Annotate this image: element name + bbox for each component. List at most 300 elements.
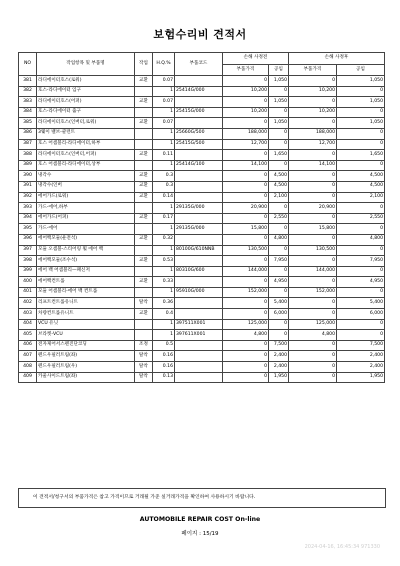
row-item-name: 에어가드(어퍼)	[37, 213, 135, 224]
row-after-labor: 2,400	[337, 351, 385, 362]
header-after-labor: 공임	[337, 65, 385, 76]
row-item-name: 펜드우필러트림(우)	[37, 362, 135, 373]
row-work: 교환	[135, 97, 153, 108]
page-number: 페이지 : 15/19	[181, 531, 219, 537]
table-row	[19, 128, 385, 139]
row-work	[135, 224, 153, 235]
row-before-parts-price: 0	[223, 277, 269, 288]
row-before-labor: 0	[269, 245, 289, 256]
row-hq: 0.17	[153, 213, 175, 224]
row-before-parts-price: 10,200	[223, 107, 269, 118]
row-before-labor: 0	[269, 330, 289, 341]
row-part-code	[175, 76, 223, 87]
row-after-labor: 1,650	[337, 150, 385, 161]
row-before-labor: 4,500	[269, 181, 289, 192]
row-no: 393	[19, 203, 37, 214]
row-item-name: 에어 백 어셈블리—패신저	[37, 266, 135, 277]
row-hq: 0.13	[153, 372, 175, 383]
table-row	[19, 234, 385, 245]
row-work	[135, 86, 153, 97]
row-before-labor: 2,100	[269, 192, 289, 203]
row-after-parts-price: 144,000	[289, 266, 337, 277]
estimate-table	[18, 52, 385, 383]
row-part-code	[175, 277, 223, 288]
row-after-parts-price: 0	[289, 298, 337, 309]
row-no: 403	[19, 309, 37, 320]
row-work: 교환	[135, 181, 153, 192]
row-after-labor: 4,800	[337, 234, 385, 245]
row-part-code	[175, 118, 223, 129]
row-after-parts-price: 0	[289, 150, 337, 161]
row-no: 408	[19, 362, 37, 373]
row-work: 교환	[135, 171, 153, 182]
row-after-parts-price: 0	[289, 256, 337, 267]
row-work: 교환	[135, 76, 153, 87]
row-work: 교환	[135, 150, 153, 161]
row-item-name: 3웨이 밸브-쿨런트	[37, 128, 135, 139]
table-row	[19, 287, 385, 298]
header-work: 작업	[135, 53, 153, 76]
row-item-name: 모듈 오셈블-스티어링 휠 에어 백	[37, 245, 135, 256]
row-part-code	[175, 309, 223, 320]
row-before-parts-price: 125,000	[223, 319, 269, 330]
row-no: 405	[19, 330, 37, 341]
row-before-parts-price: 0	[223, 76, 269, 87]
row-work: 조정	[135, 340, 153, 351]
row-work	[135, 128, 153, 139]
row-after-parts-price: 188,000	[289, 128, 337, 139]
row-hq: 0.16	[153, 362, 175, 373]
row-after-parts-price: 4,800	[289, 330, 337, 341]
row-item-name: 호스 어셈블리-라디에이터,상부	[37, 160, 135, 171]
row-after-parts-price: 0	[289, 76, 337, 87]
table-row	[19, 76, 385, 87]
row-after-labor: 2,400	[337, 362, 385, 373]
row-no: 409	[19, 372, 37, 383]
row-item-name: 리프트컨트롤유니트	[37, 298, 135, 309]
table-row	[19, 319, 385, 330]
row-item-name: 라디에이터호스(인버터,어퍼)	[37, 150, 135, 161]
row-item-name: 브라켓-VCU	[37, 330, 135, 341]
row-no: 399	[19, 266, 37, 277]
row-before-parts-price: 0	[223, 362, 269, 373]
table-row	[19, 224, 385, 235]
row-no: 390	[19, 171, 37, 182]
row-before-parts-price: 0	[223, 150, 269, 161]
row-hq: 0.14	[153, 192, 175, 203]
row-before-parts-price: 0	[223, 234, 269, 245]
row-hq: 0.07	[153, 118, 175, 129]
row-work: 교환	[135, 234, 153, 245]
row-after-parts-price: 10,200	[289, 107, 337, 118]
row-after-labor: 0	[337, 224, 385, 235]
row-after-parts-price: 10,200	[289, 86, 337, 97]
row-part-code	[175, 362, 223, 373]
row-after-labor: 7,950	[337, 256, 385, 267]
row-no: 391	[19, 181, 37, 192]
row-after-parts-price: 15,800	[289, 224, 337, 235]
row-no: 386	[19, 128, 37, 139]
row-no: 404	[19, 319, 37, 330]
row-before-labor: 1,050	[269, 118, 289, 129]
row-before-labor: 2,550	[269, 213, 289, 224]
row-item-name: 가드-에어	[37, 224, 135, 235]
table-row	[19, 340, 385, 351]
notice-box: 이 견적서/청구서의 부품가격은 참고 가격이므로 거래될 가준 실거래가격을 확인하여 사용하시기 바랍니다.	[18, 488, 386, 508]
row-before-labor: 1,650	[269, 150, 289, 161]
row-no: 396	[19, 234, 37, 245]
row-work	[135, 287, 153, 298]
row-after-labor: 0	[337, 139, 385, 150]
row-after-labor: 4,500	[337, 171, 385, 182]
row-part-code	[175, 351, 223, 362]
row-hq: 0.32	[153, 234, 175, 245]
table-row	[19, 107, 385, 118]
header-after-group: 손해 사정후	[289, 53, 385, 65]
row-after-labor: 0	[337, 245, 385, 256]
row-hq: 0.3	[153, 181, 175, 192]
row-part-code: 29135G/000	[175, 203, 223, 214]
row-no: 382	[19, 86, 37, 97]
row-work: 탈착	[135, 351, 153, 362]
row-part-code	[175, 298, 223, 309]
row-before-labor: 1,050	[269, 97, 289, 108]
row-before-labor: 4,500	[269, 171, 289, 182]
row-after-parts-price: 152,000	[289, 287, 337, 298]
row-before-labor: 0	[269, 319, 289, 330]
table-row	[19, 266, 385, 277]
row-after-parts-price: 0	[289, 234, 337, 245]
row-after-parts-price: 0	[289, 181, 337, 192]
table-row	[19, 150, 385, 161]
row-after-labor: 0	[337, 330, 385, 341]
row-after-parts-price: 14,100	[289, 160, 337, 171]
row-after-labor: 0	[337, 319, 385, 330]
row-after-parts-price: 0	[289, 171, 337, 182]
row-work	[135, 107, 153, 118]
row-before-labor: 7,500	[269, 340, 289, 351]
row-before-parts-price: 4,800	[223, 330, 269, 341]
row-no: 402	[19, 298, 37, 309]
row-item-name: 호스-라디에이터 출구	[37, 107, 135, 118]
row-item-name: 호스-라디에이터 입구	[37, 86, 135, 97]
row-after-labor: 4,950	[337, 277, 385, 288]
table-row	[19, 245, 385, 256]
header-before-group: 손해 사정전	[223, 53, 289, 65]
row-after-labor: 0	[337, 86, 385, 97]
row-item-name: 카울사이드트림(좌)	[37, 372, 135, 383]
row-after-parts-price: 0	[289, 309, 337, 320]
table-row	[19, 97, 385, 108]
row-before-parts-price: 0	[223, 351, 269, 362]
row-after-labor: 7,500	[337, 340, 385, 351]
table-row	[19, 362, 385, 373]
row-work	[135, 160, 153, 171]
row-no: 401	[19, 287, 37, 298]
table-row	[19, 86, 385, 97]
row-work: 교환	[135, 192, 153, 203]
row-before-parts-price: 0	[223, 97, 269, 108]
row-item-name: 호스 어셈블리-라디에이터,하부	[37, 139, 135, 150]
row-before-parts-price: 12,700	[223, 139, 269, 150]
row-item-name: 차량컨트롤유니트	[37, 309, 135, 320]
row-no: 397	[19, 245, 37, 256]
row-after-parts-price: 130,500	[289, 245, 337, 256]
row-part-code: 397511X001	[175, 319, 223, 330]
row-hq: 0.11	[153, 150, 175, 161]
row-before-labor: 0	[269, 266, 289, 277]
row-after-labor: 1,050	[337, 76, 385, 87]
row-before-labor: 0	[269, 287, 289, 298]
row-hq: 1	[153, 287, 175, 298]
row-hq: 1	[153, 245, 175, 256]
row-work: 탈착	[135, 298, 153, 309]
row-part-code	[175, 171, 223, 182]
row-part-code: 25415G/500	[175, 139, 223, 150]
row-hq: 1	[153, 224, 175, 235]
row-before-parts-price: 10,200	[223, 86, 269, 97]
row-after-labor: 0	[337, 266, 385, 277]
row-item-name: 펜드우필러트림(좌)	[37, 351, 135, 362]
row-part-code	[175, 234, 223, 245]
row-after-parts-price: 20,900	[289, 203, 337, 214]
row-part-code	[175, 192, 223, 203]
row-no: 392	[19, 192, 37, 203]
row-before-parts-price: 0	[223, 372, 269, 383]
row-hq: 0.53	[153, 256, 175, 267]
row-hq: 0.33	[153, 277, 175, 288]
row-work	[135, 266, 153, 277]
row-before-parts-price: 130,500	[223, 245, 269, 256]
row-before-parts-price: 0	[223, 213, 269, 224]
row-after-parts-price: 0	[289, 118, 337, 129]
row-work: 탈착	[135, 372, 153, 383]
row-before-labor: 0	[269, 107, 289, 118]
row-after-parts-price: 12,700	[289, 139, 337, 150]
row-no: 389	[19, 160, 37, 171]
row-no: 387	[19, 139, 37, 150]
row-no: 388	[19, 150, 37, 161]
row-after-labor: 1,050	[337, 118, 385, 129]
row-part-code: 25660G/500	[175, 128, 223, 139]
row-after-parts-price: 0	[289, 97, 337, 108]
row-part-code	[175, 340, 223, 351]
row-before-parts-price: 0	[223, 192, 269, 203]
row-work: 교환	[135, 213, 153, 224]
row-before-parts-price: 20,900	[223, 203, 269, 214]
row-hq: 1	[153, 128, 175, 139]
row-hq: 1	[153, 203, 175, 214]
row-item-name: 라디에이터호스(로워)	[37, 76, 135, 87]
row-after-labor: 0	[337, 107, 385, 118]
row-part-code: 80310G/600	[175, 266, 223, 277]
row-item-name: 전자제어서스펜진단코딩	[37, 340, 135, 351]
row-hq: 0.07	[153, 76, 175, 87]
estimate-rows	[19, 76, 385, 383]
row-part-code	[175, 181, 223, 192]
row-part-code: 29135G/000	[175, 224, 223, 235]
row-work	[135, 330, 153, 341]
row-item-name: 모듈 어셈블리-에어 백 컨트롤	[37, 287, 135, 298]
row-part-code	[175, 256, 223, 267]
row-after-parts-price: 0	[289, 362, 337, 373]
row-before-parts-price: 144,000	[223, 266, 269, 277]
row-after-parts-price: 0	[289, 372, 337, 383]
row-no: 383	[19, 97, 37, 108]
header-hq: H.Q.%	[153, 53, 175, 76]
row-before-labor: 0	[269, 86, 289, 97]
table-row	[19, 192, 385, 203]
row-before-parts-price: 0	[223, 181, 269, 192]
row-no: 384	[19, 107, 37, 118]
row-hq: 0.3	[153, 171, 175, 182]
table-row	[19, 330, 385, 341]
row-part-code	[175, 150, 223, 161]
row-no: 400	[19, 277, 37, 288]
row-after-labor: 6,000	[337, 309, 385, 320]
row-item-name: 에어백모듈(운전석)	[37, 234, 135, 245]
row-before-labor: 1,050	[269, 76, 289, 87]
row-work: 교환	[135, 309, 153, 320]
table-row	[19, 171, 385, 182]
table-row	[19, 372, 385, 383]
row-before-labor: 6,000	[269, 309, 289, 320]
row-item-name: 냉각수(인버	[37, 181, 135, 192]
table-row	[19, 203, 385, 214]
header-before-parts-price: 부품가격	[223, 65, 269, 76]
table-row	[19, 277, 385, 288]
row-work	[135, 319, 153, 330]
row-item-name: 에어백모듈(조수석)	[37, 256, 135, 267]
row-after-labor: 4,500	[337, 181, 385, 192]
row-before-parts-price: 152,000	[223, 287, 269, 298]
row-after-parts-price: 125,000	[289, 319, 337, 330]
header-before-labor: 공임	[269, 65, 289, 76]
timestamp-watermark: 2024-04-16, 16:45:34 971330	[304, 544, 380, 550]
row-after-parts-price: 0	[289, 351, 337, 362]
table-row	[19, 160, 385, 171]
row-after-parts-price: 0	[289, 340, 337, 351]
row-before-labor: 0	[269, 203, 289, 214]
row-hq: 0.4	[153, 309, 175, 320]
row-part-code: 25414G/000	[175, 86, 223, 97]
table-row	[19, 139, 385, 150]
row-part-code: 25414G/100	[175, 160, 223, 171]
header-after-parts-price: 부품가격	[289, 65, 337, 76]
row-after-parts-price: 0	[289, 192, 337, 203]
row-part-code	[175, 213, 223, 224]
row-after-labor: 5,400	[337, 298, 385, 309]
table-row	[19, 118, 385, 129]
row-after-labor: 1,050	[337, 97, 385, 108]
header-code: 부품코드	[175, 53, 223, 76]
row-item-name: 라디에이터호스(어퍼)	[37, 97, 135, 108]
row-before-labor: 7,950	[269, 256, 289, 267]
row-no: 395	[19, 224, 37, 235]
row-item-name: 냉각수	[37, 171, 135, 182]
row-before-labor: 5,400	[269, 298, 289, 309]
row-before-parts-price: 0	[223, 298, 269, 309]
row-no: 385	[19, 118, 37, 129]
row-before-parts-price: 15,800	[223, 224, 269, 235]
table-row	[19, 351, 385, 362]
row-part-code: 80100G/610NNB	[175, 245, 223, 256]
row-before-labor: 2,400	[269, 362, 289, 373]
row-after-labor: 0	[337, 203, 385, 214]
row-before-parts-price: 0	[223, 340, 269, 351]
row-part-code: 397611X001	[175, 330, 223, 341]
row-before-parts-price: 0	[223, 171, 269, 182]
row-before-labor: 0	[269, 128, 289, 139]
row-part-code	[175, 97, 223, 108]
row-after-labor: 2,550	[337, 213, 385, 224]
table-row	[19, 309, 385, 320]
row-before-parts-price: 0	[223, 256, 269, 267]
row-hq: 0.36	[153, 298, 175, 309]
header-item: 작업항목 및 부품명	[37, 53, 135, 76]
row-hq: 1	[153, 107, 175, 118]
row-hq: 0.07	[153, 97, 175, 108]
row-after-labor: 1,950	[337, 372, 385, 383]
row-before-labor: 0	[269, 139, 289, 150]
row-before-parts-price: 14,100	[223, 160, 269, 171]
row-after-labor: 0	[337, 128, 385, 139]
row-hq: 1	[153, 139, 175, 150]
row-before-labor: 4,950	[269, 277, 289, 288]
row-item-name: 라디에이터호스(인버터,로워)	[37, 118, 135, 129]
row-hq: 0.5	[153, 340, 175, 351]
row-after-parts-price: 0	[289, 277, 337, 288]
row-hq: 1	[153, 86, 175, 97]
header-no: NO	[19, 53, 37, 76]
table-row	[19, 256, 385, 267]
row-no: 398	[19, 256, 37, 267]
row-part-code	[175, 372, 223, 383]
row-item-name: 에어백컨트롤	[37, 277, 135, 288]
row-before-parts-price: 188,000	[223, 128, 269, 139]
row-work	[135, 139, 153, 150]
row-no: 407	[19, 351, 37, 362]
row-before-labor: 0	[269, 160, 289, 171]
row-work: 교환	[135, 118, 153, 129]
table-row	[19, 181, 385, 192]
row-work	[135, 203, 153, 214]
row-hq: 1	[153, 319, 175, 330]
row-after-labor: 0	[337, 160, 385, 171]
row-no: 406	[19, 340, 37, 351]
row-after-parts-price: 0	[289, 213, 337, 224]
row-hq: 1	[153, 160, 175, 171]
row-work	[135, 245, 153, 256]
row-work: 교환	[135, 277, 153, 288]
document-title: 보험수리비 견적서	[153, 28, 247, 41]
row-work: 교환	[135, 256, 153, 267]
row-after-labor: 2,100	[337, 192, 385, 203]
row-item-name: 에어가드(로워)	[37, 192, 135, 203]
table-row	[19, 213, 385, 224]
row-work: 탈착	[135, 362, 153, 373]
row-part-code: 95910G/000	[175, 287, 223, 298]
row-before-labor: 2,400	[269, 351, 289, 362]
table-row	[19, 298, 385, 309]
row-hq: 0.16	[153, 351, 175, 362]
row-before-parts-price: 0	[223, 309, 269, 320]
row-item-name: VCU 유닛	[37, 319, 135, 330]
row-no: 394	[19, 213, 37, 224]
row-before-labor: 1,950	[269, 372, 289, 383]
row-hq: 1	[153, 266, 175, 277]
footer-title: AUTOMOBILE REPAIR COST On-line	[139, 516, 261, 523]
